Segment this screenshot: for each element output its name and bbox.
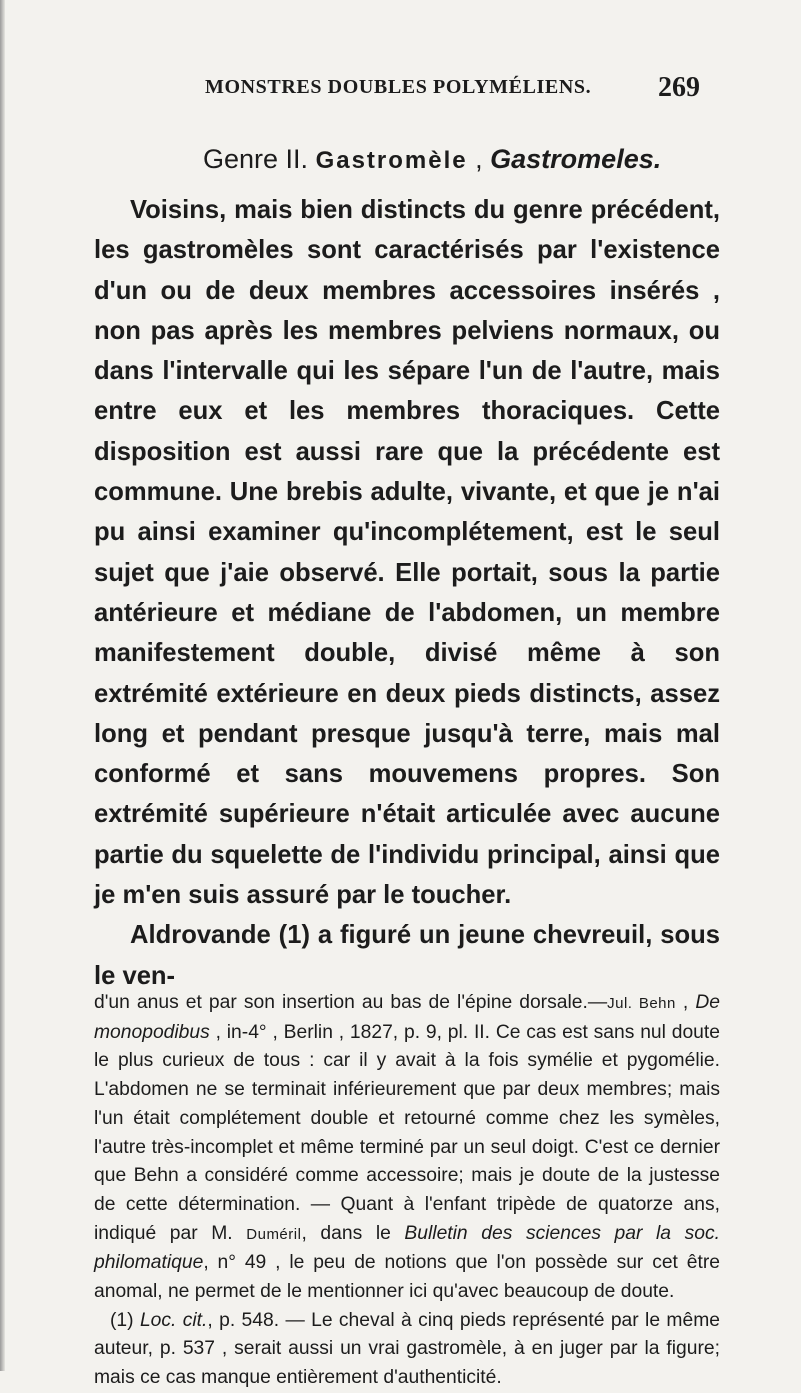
footnote-marker: (1) [110,1309,140,1331]
heading-prefix: Genre II. [203,144,316,174]
main-text [94,190,720,996]
author-name: Jul. Behn [607,995,676,1012]
footnote-1 [94,1307,720,1393]
work-title: De monopodibus [94,992,720,1043]
page-binding-edge [0,0,5,1371]
footnote-text: , in-4° , Berlin , 1827, p. 9, pl. II. Ce cas est sans nul doute le plus curieux de tous : car il y avait à la fois symélie et pygomélie. L'abdomen ne se terminait inférieurement que par deux membres; mais l'un était complétement double et retourné comme chez les symèles, l'autre très-incomplet et même terminé par un seul doigt. C'est ce dernier que Behn a considéré comme accessoire; mais je doute de la justesse de cette détermination. — Quant à l'enfant tripède de quatorze ans, indiqué par M. [94,1021,720,1244]
section-heading [203,144,661,175]
author-name: Duméril [246,1225,302,1243]
footnotes [94,989,720,1393]
paragraph: Voisins, mais bien distincts du genre précédent, les gastromèles sont caractérisés par l'existence d'un ou de deux membres accessoires insérés , non pas après les membres pelviens normaux, ou dans l'intervalle qui les sépare l'un de l'autre, mais entre eux et les membres thoraciques. Cette disposition est aussi rare que la précédente est commune. Une brebis adulte, vivante, et que je n'ai pu ainsi examiner qu'incomplétement, est le seul sujet que j'aie observé. Elle portait, sous la partie antérieure et médiane de l'abdomen, un membre manifestement double, divisé même à son extrémité extérieure en deux pieds distincts, assez long et pendant presque jusqu'à terre, mais mal conformé et sans mouvemens propres. Son extrémité supérieure n'était articulée avec aucune partie du squelette de l'individu principal, ainsi que je m'en suis assuré par le toucher. [94,196,720,910]
footnote-text: , p. 548. — Le cheval à cinq pieds représenté par le même auteur, p. 537 , serait aussi un vrai gastromèle, à en juger par la figure; mais ce cas manque entièrement d'authenticité. [94,1309,720,1389]
heading-genus-name: Gastromèle [315,147,468,174]
footnote-text: , n° 49 , le peu de notions que l'on possède sur cet être anomal, ne permet de le mentionner ici qu'avec beaucoup de doute. [94,1252,720,1303]
page-number: 269 [658,72,700,103]
work-title: Bulletin des sciences par la soc. philomatique [94,1222,720,1274]
heading-latin-name: Gastromeles. [490,144,662,174]
citation-abbrev: Loc. cit. [139,1309,208,1331]
heading-separator: , [467,144,491,174]
footnote-text: , [675,992,696,1013]
running-title: MONSTRES DOUBLES POLYMÉLIENS. [205,76,592,98]
footnote-text: d'un anus et par son insertion au bas de l'épine dorsale.— [94,992,608,1013]
footnote-continuation [94,989,720,1307]
paragraph: Aldrovande (1) a figuré un jeune chevreuil, sous le ven- [94,921,720,990]
footnote-text: , dans le [301,1222,405,1244]
